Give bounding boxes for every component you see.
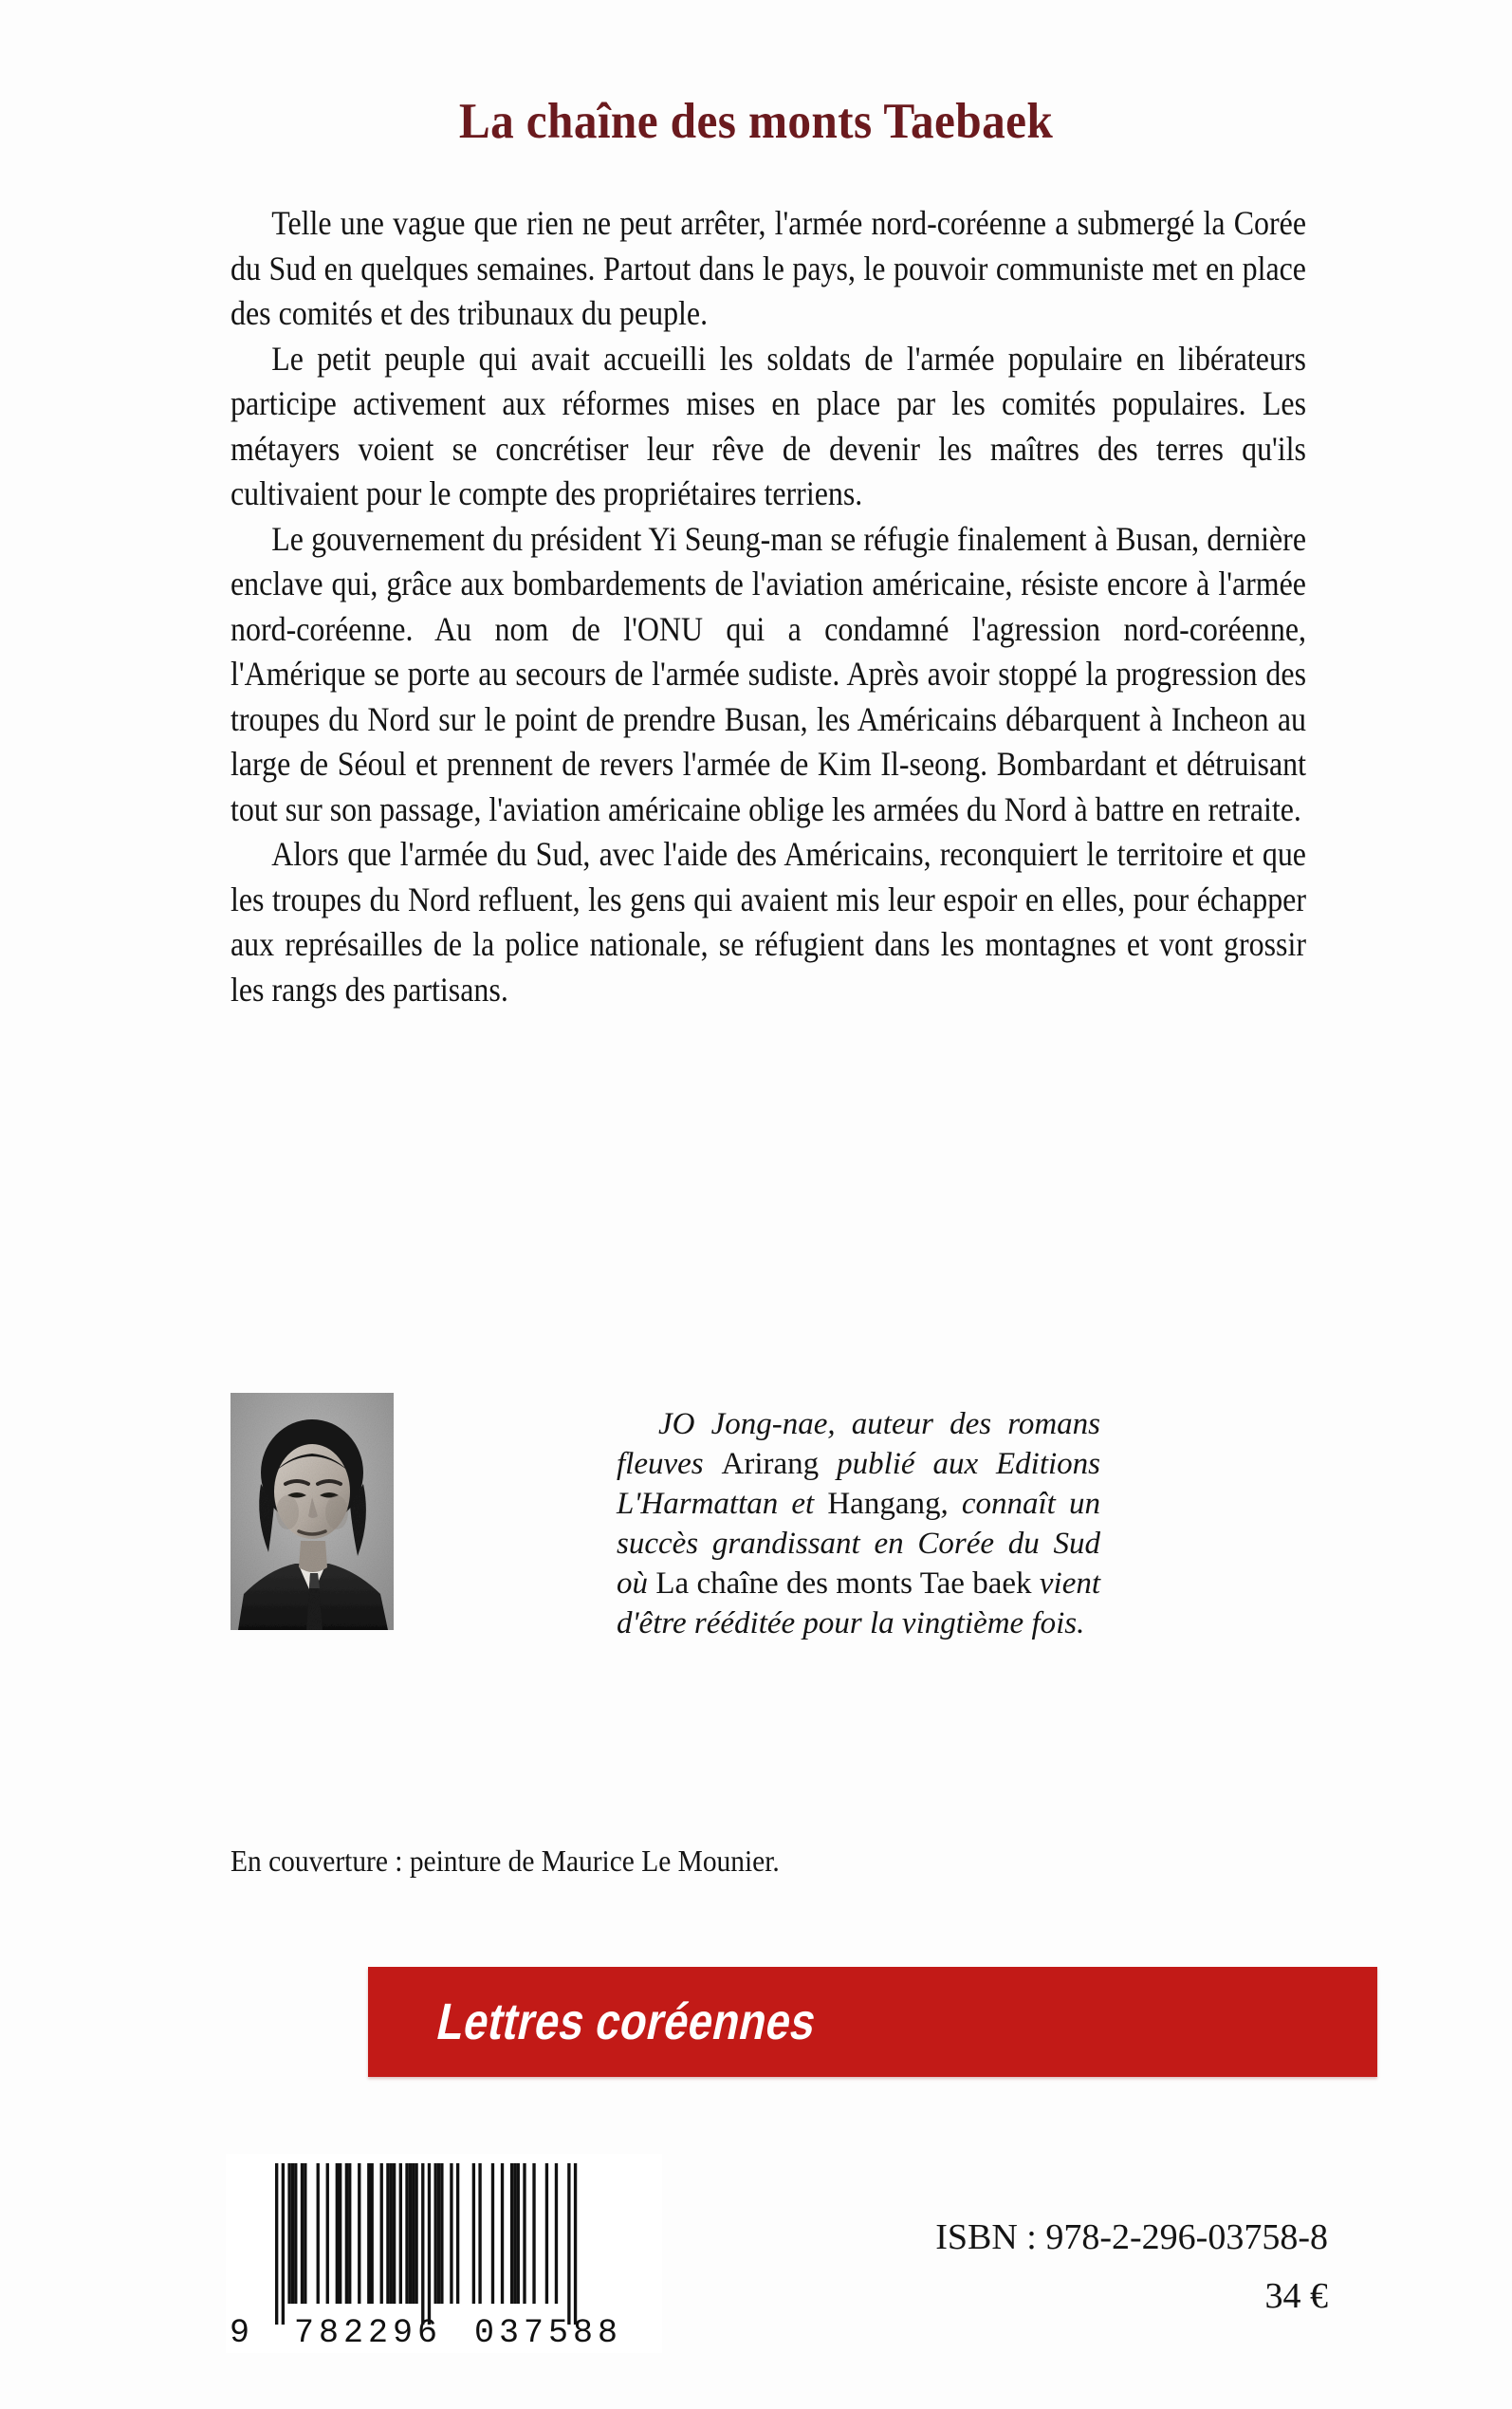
barcode-left-group: 782296: [294, 2314, 443, 2352]
author-portrait-image: [230, 1393, 394, 1630]
barcode-image: [226, 2154, 662, 2353]
author-bio-segment: Arirang: [721, 1447, 820, 1481]
collection-label: Lettres coréennes: [432, 1993, 822, 2050]
author-bio: [617, 1404, 1100, 1643]
blurb-paragraph: Alors que l'armée du Sud, avec l'aide des Américains, reconquiert le territoire et que les troupes du Nord refluent, les gens qui avaient mis leur espoir en elles, pour échapper aux représailles de la police nationale, se réfugient dans les montagnes et vont grossir les rangs des partisans.: [230, 835, 1307, 1009]
author-bio-segment: JO Jong-nae, auteur des romans fleuves: [617, 1407, 1100, 1481]
blurb-text: [230, 201, 1306, 1012]
author-bio-segment: Hangang: [827, 1487, 941, 1521]
blurb-paragraph: Le gouvernement du président Yi Seung-man se réfugie finalement à Busan, dernière enclave qui, grâce aux bombardements de l'aviation américaine, résiste encore à l'armée nord-coréenne. Au nom de l'ONU qui a condamné l'agression nord-coréenne, l'Amérique se porte au secours de l'armée sudiste. Après avoir stoppé la progression des troupes du Nord sur le point de prendre Busan, les Américains débarquent à Incheon au large de Séoul et prennent de revers l'armée de Kim Il-seong. Bombardant et détruisant tout sur son passage, l'aviation américaine oblige les armées du Nord à battre en retraite.: [230, 519, 1307, 828]
barcode: [226, 2154, 662, 2353]
blurb-paragraph: Telle une vague que rien ne peut arrêter, l'armée nord-coréenne a submergé la Corée du Sud en quelques semaines. Partout dans le pays, le pouvoir communiste met en place des comités et des tribunaux du peuple.: [230, 204, 1307, 332]
barcode-lead-digit: 9: [230, 2314, 250, 2352]
isbn-label: ISBN : 978-2-296-03758-8: [935, 2217, 1328, 2257]
isbn-block: [835, 2208, 1328, 2326]
author-bio-segment: La chaîne des monts Tae baek: [655, 1566, 1032, 1601]
author-bio-segment: publié aux Editions L'Harmattan et: [617, 1447, 1101, 1521]
cover-credit: En couverture : peinture de Maurice Le Mounier.: [230, 1844, 780, 1878]
author-bio-segment: vient d'être rééditée pour la vingtième fois.: [617, 1566, 1101, 1640]
page-title: La chaîne des monts Taebaek: [458, 94, 1054, 149]
collection-banner: [368, 1967, 1377, 2077]
author-bio-segment: , connaît un succès grandissant en Corée du Sud où: [617, 1487, 1100, 1601]
barcode-right-group: 037588: [474, 2314, 623, 2352]
blurb-paragraph: Le petit peuple qui avait accueilli les soldats de l'armée populaire en libérateurs participe activement aux réformes mises en place par les comités populaires. Les métayers voient se concrétiser leur rêve de devenir les maîtres des terres qu'ils cultivaient pour le compte des propriétaires terriens.: [230, 339, 1307, 512]
author-bio-text: [617, 1404, 1100, 1643]
author-photo: [230, 1393, 394, 1630]
price-label: 34 €: [1264, 2276, 1328, 2316]
